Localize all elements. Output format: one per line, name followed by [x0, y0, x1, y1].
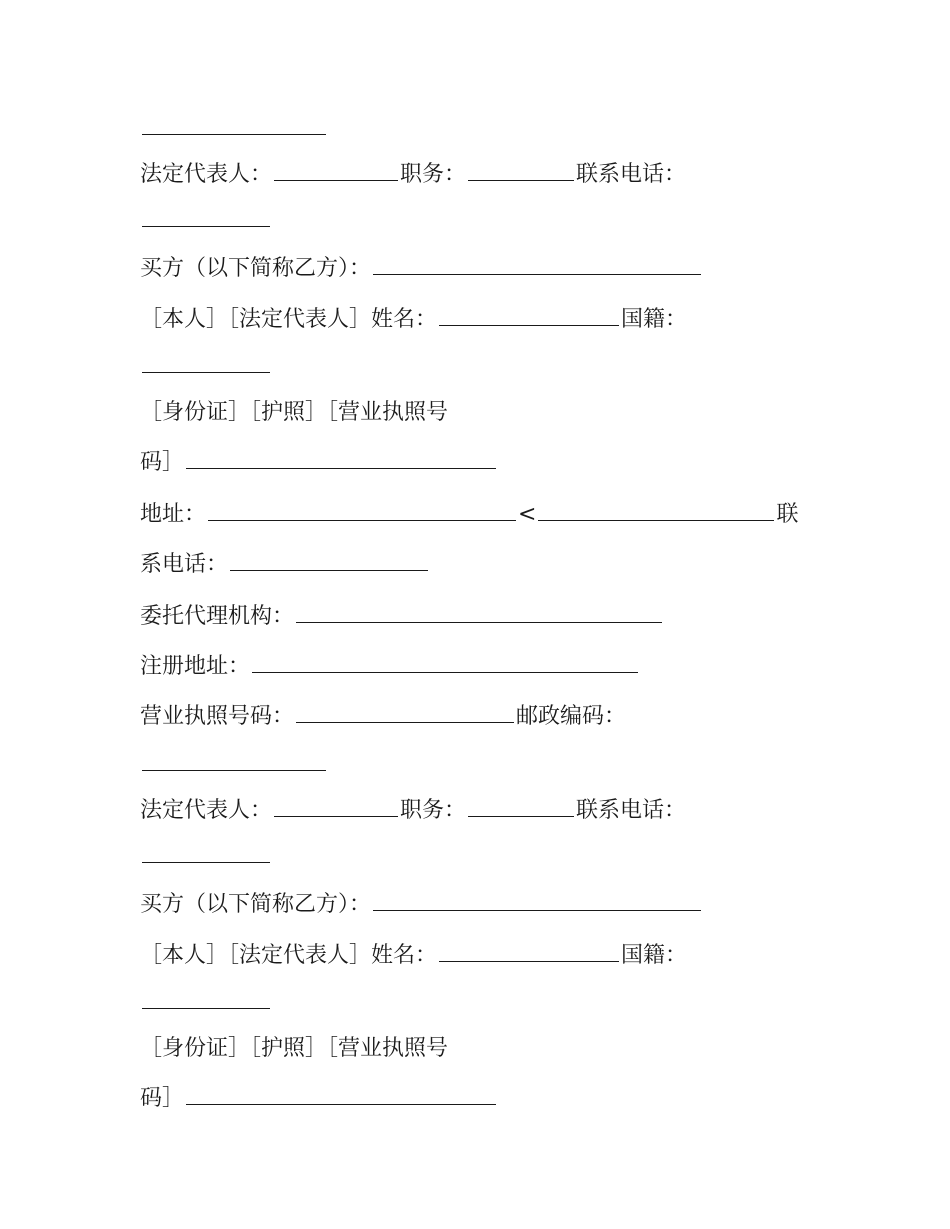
nationality-label: 国籍：: [621, 307, 688, 332]
name-row: [140, 303, 687, 337]
address-blank[interactable]: [208, 498, 516, 521]
nationality-blank[interactable]: [142, 350, 270, 373]
phone-label: 联系电话：: [576, 162, 687, 187]
buyer-row: [140, 252, 703, 286]
id-number-blank[interactable]: [186, 446, 496, 469]
phone-blank[interactable]: [142, 204, 270, 227]
reg-address-blank[interactable]: [252, 650, 638, 673]
phone-blank[interactable]: [230, 548, 428, 571]
agency-row: [140, 600, 664, 634]
id-number-row-2: [140, 1082, 498, 1116]
postal-blank[interactable]: [142, 748, 326, 771]
position-blank[interactable]: [468, 794, 574, 817]
nationality-label: 国籍：: [621, 943, 688, 968]
license-row: [140, 700, 626, 734]
license-blank[interactable]: [296, 700, 514, 723]
license-label: 营业执照号码：: [140, 704, 295, 729]
legal-rep-row: [140, 158, 686, 192]
blank-line: [140, 840, 272, 874]
buyer-blank[interactable]: [373, 888, 701, 911]
nationality-blank[interactable]: [142, 986, 270, 1009]
phone-label-rest: 系电话：: [140, 552, 229, 577]
name-blank[interactable]: [439, 939, 619, 962]
position-blank[interactable]: [468, 158, 574, 181]
id-row-2: [140, 1032, 448, 1066]
position-label: 职务：: [400, 798, 467, 823]
id-type-label: ［身份证］［护照］［营业执照号: [140, 1036, 449, 1061]
id-row: [140, 396, 448, 430]
address-separator: <: [518, 502, 537, 527]
blank-line: [140, 748, 328, 782]
legal-rep-label: 法定代表人：: [140, 162, 273, 187]
phone-row: [140, 548, 430, 582]
id-type-label: ［身份证］［护照］［营业执照号: [140, 400, 449, 425]
fill-blank[interactable]: [142, 112, 326, 135]
legal-rep-row-2: [140, 794, 686, 828]
blank-line: [140, 350, 272, 384]
name-label: ［本人］［法定代表人］姓名：: [140, 943, 438, 968]
id-number-blank[interactable]: [186, 1082, 496, 1105]
phone-label: 联系电话：: [576, 798, 687, 823]
blank-line: [140, 204, 272, 238]
phone-label-part: 联: [776, 502, 799, 527]
legal-rep-blank[interactable]: [274, 158, 398, 181]
id-number-row: [140, 446, 498, 480]
name-row-2: [140, 939, 687, 973]
legal-rep-label: 法定代表人：: [140, 798, 273, 823]
id-number-label: 码］: [140, 1086, 185, 1111]
blank-line: [140, 112, 328, 146]
legal-rep-blank[interactable]: [274, 794, 398, 817]
address-row: [140, 498, 798, 532]
agency-blank[interactable]: [296, 600, 662, 623]
buyer-row-2: [140, 888, 703, 922]
postal-label: 邮政编码：: [516, 704, 627, 729]
reg-address-row: [140, 650, 640, 684]
id-number-label: 码］: [140, 450, 185, 475]
address-blank-2[interactable]: [538, 498, 774, 521]
name-label: ［本人］［法定代表人］姓名：: [140, 307, 438, 332]
buyer-blank[interactable]: [373, 252, 701, 275]
name-blank[interactable]: [439, 303, 619, 326]
agency-label: 委托代理机构：: [140, 604, 295, 629]
blank-line: [140, 986, 272, 1020]
buyer-label: 买方（以下简称乙方）：: [140, 256, 372, 281]
buyer-label: 买方（以下简称乙方）：: [140, 892, 372, 917]
address-label: 地址：: [140, 502, 207, 527]
phone-blank[interactable]: [142, 840, 270, 863]
reg-address-label: 注册地址：: [140, 654, 251, 679]
position-label: 职务：: [400, 162, 467, 187]
